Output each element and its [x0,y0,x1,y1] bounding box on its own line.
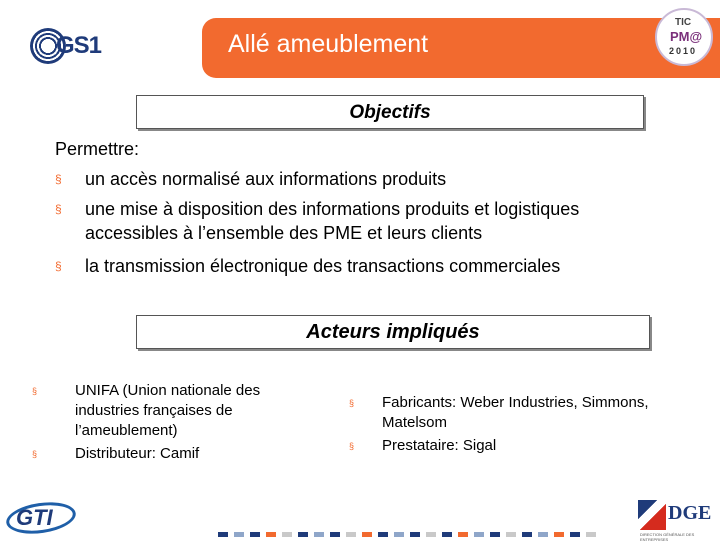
objectifs-heading: Objectifs [136,95,644,129]
dge-logo-icon [634,496,716,540]
footer-dot [314,532,324,537]
gti-logo-text: GTI [16,505,53,530]
footer-dot [410,532,420,537]
footer-dot [554,532,564,537]
footer-dot [346,532,356,537]
footer-dot [426,532,436,537]
footer-dot [490,532,500,537]
footer-dot [282,532,292,537]
footer-dot [218,532,228,537]
dge-logo-text: DGE [668,502,712,524]
footer-dot [250,532,260,537]
tic-seal-line2: PM@ [670,29,703,44]
bullet-icon: § [349,398,355,408]
gti-logo-icon [6,497,82,537]
actor-text: Fabricants: Weber Industries, Simmons, Matelsom [382,394,649,431]
tic-seal-line3: 2010 [669,46,698,56]
footer-dot [266,532,276,537]
gs1-logo-icon [30,28,100,68]
footer-dot [378,532,388,537]
footer-dot [394,532,404,537]
footer-dot [362,532,372,537]
list-item-text: un accès normalisé aux informations produits [85,169,447,189]
footer-dot [506,532,516,537]
bullet-icon: § [55,259,62,273]
actor-text: Distributeur: Camif [75,445,200,462]
footer-dotted-bar [218,530,608,538]
bullet-icon: § [349,441,355,451]
dge-flag-icon [638,500,666,530]
acteurs-heading: Acteurs impliqués [136,315,650,349]
tic-pme-seal-icon [655,8,713,66]
bullet-icon: § [32,449,38,459]
actor-text: Prestataire: Sigal [382,437,497,454]
list-item-text: la transmission électronique des transactions commerciales [85,256,561,276]
bullet-icon: § [32,386,38,396]
footer-dot [234,532,244,537]
list-item-text-line2: accessibles à l’ensemble des PME et leurs clients [85,223,483,243]
footer-dot [538,532,548,537]
actor-text: UNIFA (Union nationale des industries françaises de l’ameublement) [75,382,261,439]
list-item-text [85,197,579,245]
dge-logo-subtext: DIRECTION GÉNÉRALE DES ENTREPRISES [640,532,695,542]
footer-dot [458,532,468,537]
page-title: Allé ameublement [228,30,429,58]
list-item-text-line1: une mise à disposition des informations produits et logistiques [85,199,580,219]
footer-dot [522,532,532,537]
footer-dot [442,532,452,537]
bullet-icon: § [55,202,62,216]
footer-dot [586,532,596,537]
gs1-logo-text: GS1 [56,32,102,59]
footer-dot [330,532,340,537]
bullet-icon: § [55,172,62,186]
footer-dot [298,532,308,537]
footer-dot [570,532,580,537]
tic-seal-line1: TIC [675,17,692,28]
footer-dot [474,532,484,537]
objectifs-intro: Permettre: [55,139,140,159]
